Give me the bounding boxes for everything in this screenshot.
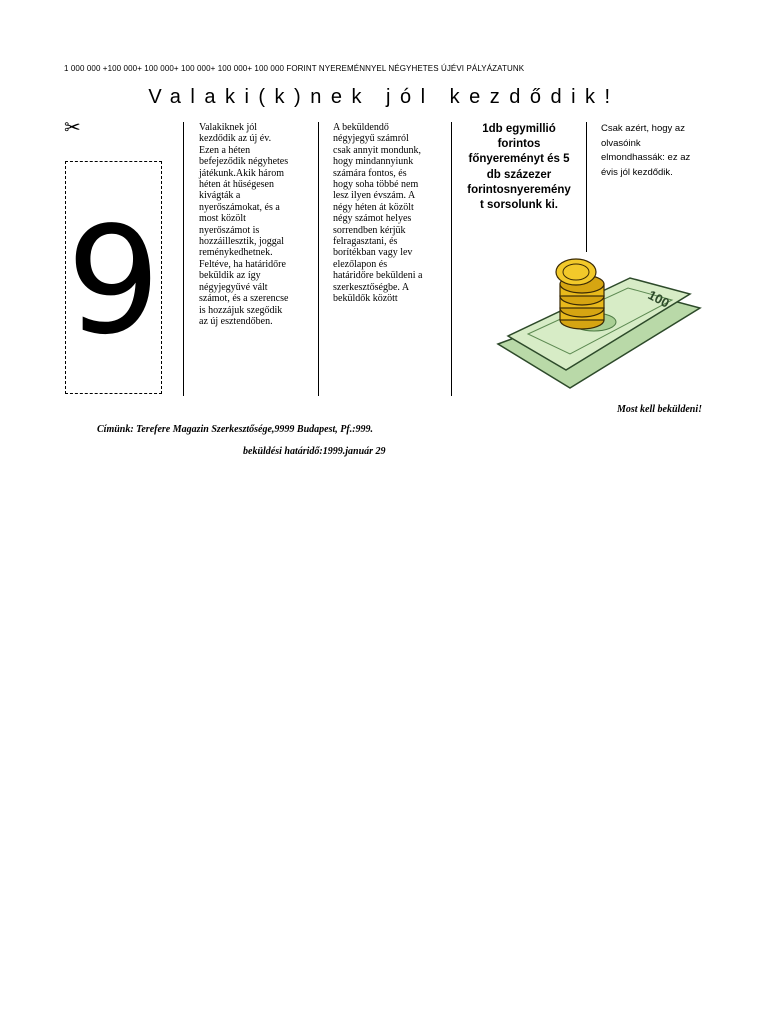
top-announcement: 1 000 000 +100 000+ 100 000+ 100 000+ 100 000+ 100 000 FORINT NYEREMÉNNYEL NÉGYHETES ÚJÉVI PÁLYÁZATUNK — [64, 64, 525, 73]
column-divider — [586, 122, 587, 252]
column-divider — [318, 122, 319, 396]
mailing-address: Címünk: Terefere Magazin Szerkesztősége,9999 Budapest, Pf.:999. — [97, 424, 374, 435]
article-column-1: Valakiknek jól kezdődik az új év. Ezen a héten befejeződik négyhetes játékunk.Akik három héten át hűségesen kivágták a nyerőszámokat, és a most közölt nyerőszámot is hozzáillesztik, joggal reménykedhetnek. Feltéve, ha határidőre beküldik az így négyjegyűvé vált számot, és a szerencse is hozzájuk szegődik az új esztendőben. — [199, 122, 289, 327]
scissors-icon: ✂ — [64, 117, 81, 139]
submission-deadline: beküldési határidő:1999.január 29 — [243, 446, 386, 457]
money-coins-icon — [490, 248, 706, 404]
article-column-2: A beküldendő négyjegyű számról csak annyit mondunk, hogy mindannyiunk számára fontos, és hogy soha többé nem lesz ilyen évszám. A négy héten át közölt négy számot helyes sorrendben kérjük felragasztani, és borítékban vagy lev elezőlapon és határidőre beküldeni a szerkesztőségbe. A beküldők között — [333, 122, 423, 305]
column-divider — [451, 122, 452, 396]
article-column-4: Csak azért, hogy az olvasóink elmondhassák: ez az évis jól kezdődik. — [601, 123, 691, 178]
send-now-note: Most kell beküldeni! — [616, 404, 702, 415]
banknote-label: 100 — [645, 287, 672, 311]
prize-announcement: 1db egymillió forintos főnyereményt és 5 db százezer forintosnyeremény t sorsolunk ki. — [467, 123, 571, 212]
column-divider — [183, 122, 184, 396]
page-title: Valaki(k)nek jól kezdődik! — [148, 86, 620, 108]
coupon-number: 9 — [66, 195, 161, 367]
